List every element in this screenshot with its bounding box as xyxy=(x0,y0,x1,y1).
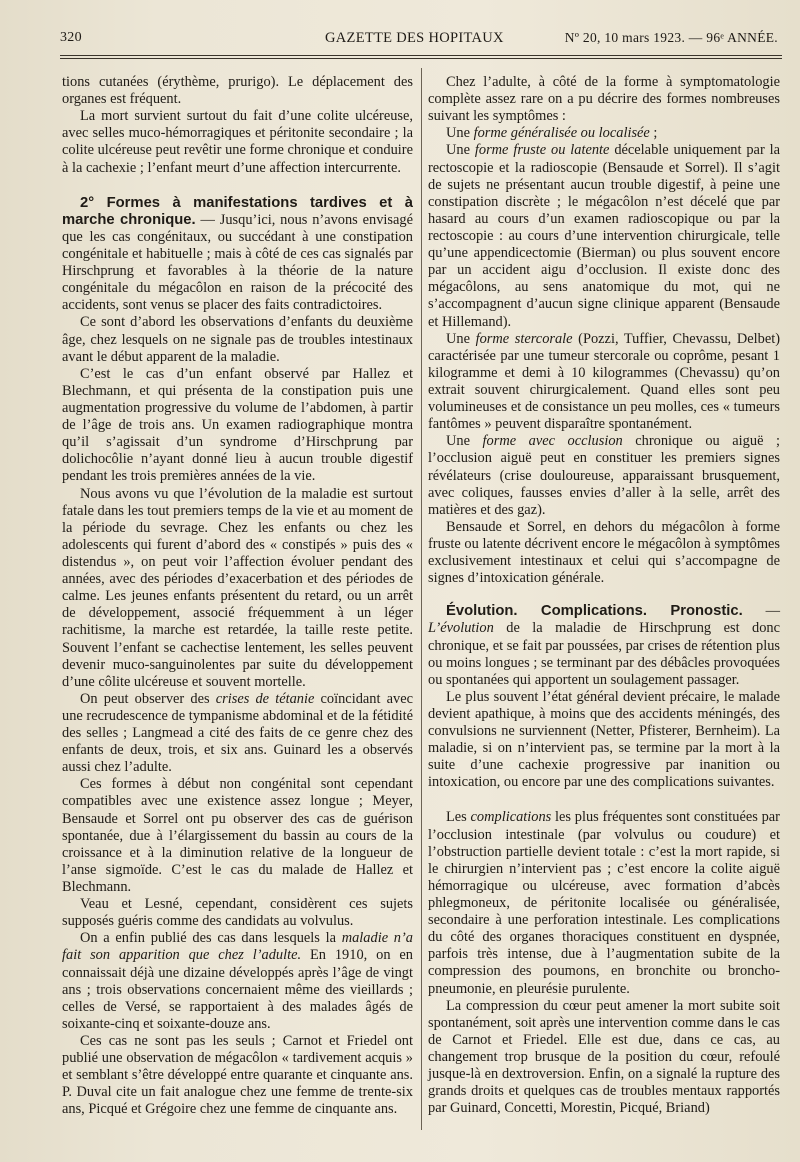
paragraph: Une forme généralisée ou localisée ; xyxy=(446,125,658,142)
paragraph: Ces cas ne sont pas les seuls ; Carnot et Friedel ont publié une observation de mégacôlon « tardivement acquis » et semblant s’être développé entre quarante et cinquante ans. P. Duval cite un fait analogue chez une femme de trente-six ans, Picqué et Grégoire chez une femme de cinquante ans. xyxy=(62,1033,413,1118)
header-rule-bottom xyxy=(60,58,782,59)
journal-title: GAZETTE DES HOPITAUX xyxy=(325,30,504,46)
paragraph: tions cutanées (érythème, prurigo). Le déplacement des organes est fréquent. xyxy=(62,74,413,108)
paragraph: Une forme stercorale (Pozzi, Tuffier, Chevassu, Delbet) caractérisée par une tumeur stercorale ou coprôme, pesant 1 kilogramme et demi à 10 kilogrammes (Chevassu) qu’on extrait souvent chirurgicalement. Quand elles sont peu volumineuses et de consistance un peu molles, ces « tumeurs fantômes » peuvent disparaître spontanément. xyxy=(428,330,780,433)
paragraph: Veau et Lesné, cependant, considèrent ces sujets supposés guéris comme des candidats au volvulus. xyxy=(62,896,413,930)
paragraph: Nous avons vu que l’évolution de la maladie est surtout fatale dans les tout premiers temps de la vie et au moment de la période du sevrage. Chez les enfants ou chez les adolescents qui furent d’abord des « constipés » puis des « distendus », on peut voir l’affection évoluer pendant des années, avec des périodes d’exacerbation et des périodes de calme. Les jeunes enfants présentent du retard, ou un arrêt de développement, associé fréquemment à un léger rachitisme, la marche est retardée, la taille reste petite. Souvent l’enfant se cachectise lentement, les selles peuvent devenir muco-sanguinolentes par suite du développement d’une côlite ulcéreuse et souvent mortelle. xyxy=(62,485,413,690)
paragraph: Le plus souvent l’état général devient précaire, le malade devient apathique, à moins que des accidents méningés, des convulsions ne surviennent (Netter, Pfisterer, Bernheim). La maladie, si on n’intervient pas, se termine par la mort à la suite d’une cachexie progressive par inanition ou intoxication, ou encore par une des complications suivantes. xyxy=(428,688,780,791)
column-divider xyxy=(421,68,422,1130)
section-heading: Évolution. Complications. Pronostic. xyxy=(446,603,743,620)
paragraph: Bensaude et Sorrel, en dehors du mégacôlon à forme fruste ou latente décrivent encore le mégacôlon à symptômes exclusivement intestinaux et celui qui s’accompagne de signes d’intoxication générale. xyxy=(428,518,780,587)
paragraph: Une forme avec occlusion chronique ou aiguë ; l’occlusion aiguë peut en constituer les premiers signes révélateurs (crise douloureuse, apparaissant brusquement, avec coliques, fausses envies d’aller à la selle, arrêt des matières et des gaz). xyxy=(428,433,781,518)
paragraph: C’est le cas d’un enfant observé par Hallez et Blechmann, et qui présenta de la constipation puis une augmentation progressive du volume de l’abdomen, à partir de l’âge de trois ans. Un examen radiographique montra qu’il s’agissait d’un syndrome d’Hirschprung par dolichocôlie n’ayant donné lieu à aucun trouble digestif pendant les trois premières années de la vie. xyxy=(62,365,413,485)
header-rule-top xyxy=(60,55,782,56)
paragraph: Ce sont d’abord les observations d’enfants du deuxième âge, chez lesquels on ne signale pas de troubles intestinaux avant le début apparent de la maladie. xyxy=(62,314,413,365)
paragraph: La mort survient surtout du fait d’une colite ulcéreuse, avec selles muco-hémorragiques et péritonite secondaire ; la colite ulcéreuse peut revêtir une forme chronique et conduire à la cachexie ; l’enfant meurt d’une affection intercurrente. xyxy=(62,108,413,176)
paragraph: Les complications les plus fréquentes sont constituées par l’occlusion intestinale (par volvulus ou coudure) et l’obstruction partielle devient totale : c’est la mort rapide, si le chirurgien n’intervient pas ; c’est encore la colite aiguë hémorragique ou ulcéreuse, avec formation d’abcès phlegmoneux, de péritonite localisée ou généralisée, secondaire à une perforation intestinale. Les complications du côté des organes thoraciques constituent en dyspnée, parfois très intense, due à l’augmentation subite de la compression des poumons, en bronchite ou broncho-pneumonie, en pleurésie purulente. xyxy=(428,809,780,997)
section-paragraph: 2° Formes à manifestations tardives et à marche chronique. — Jusqu’ici, nous n’avons envisagé que les cas congénitaux, ou succédant à une constipation congénitale et habituelle ; mais à côté de ces cas signalés par Hirschprung et favorables à la théorie de la nature congénitale du mégacôlon en raison de la précocité des accidents, sont venus se placer des faits contradictoires. xyxy=(62,194,413,314)
paragraph: On a enfin publié des cas dans lesquels la maladie n’a fait son apparition que chez l’adulte. En 1910, on en connaissait déjà une dizaine développés après l’âge de vingt ans ; trois observations concernaient même des vieillards ; celles de Versé, se rapportaient à des malades âgés de soixante-cinq et soixante-douze ans. xyxy=(62,930,413,1032)
paragraph: On peut observer des crises de tétanie coïncidant avec une recrudescence de tympanisme abdominal et de la fétidité des selles ; Langmead a cité des faits de ce genre chez des enfants de deux, trois, et six ans. Guinard les a observés aussi chez l’adulte. xyxy=(62,690,413,776)
page-number: 320 xyxy=(60,30,82,45)
paragraph: Chez l’adulte, à côté de la forme à symptomatologie complète assez rare on a pu décrire des formes nombreuses suivant les symptômes : xyxy=(428,74,780,125)
left-column xyxy=(62,74,413,1119)
page-header xyxy=(60,30,778,52)
paragraph: La compression du cœur peut amener la mort subite soit spontanément, soit après une intervention comme dans le cas de Carnot et Friedel. Elle est due, dans ce cas, au changement trop brusque de la position du cœur, refoulé jusque-là en dextroversion. Enfin, on a signalé la rupture des grands droits et quelques cas de troubles mentaux rapportés par Guinard, Concetti, Morestin, Picqué, Briand) xyxy=(428,997,780,1117)
section-paragraph: Évolution. Complications. Pronostic. — L’évolution de la maladie de Hirschprung est donc chronique, et se fait par poussées, par crises de rétention plus ou moins longues ; se terminant par des débâcles provoquées ou spontanées qui apportent un soulagement passager. xyxy=(428,603,780,688)
section-heading: 2° Formes à manifestations tardives et à marche chronique. xyxy=(62,194,413,228)
paragraph: Une forme fruste ou latente décelable uniquement par la rectoscopie et la radioscopie (Bensaude et Sorrel). Il s’agit de sujets ne présentant aucun trouble digestif, à peine une constipation discrète ; le mégacôlon n’est décelé que par hasard au cours d’un examen radioscopique ou par la rectoscopie : au cours d’une intervention chirurgicale, telle qu’une appendicectomie (Bierman) ou plus souvent encore par un accident aigu d’occlusion. Il existe donc des mégacôlons, au sens anatomique du mot, qui ne s’accompagnent d’aucun signe clinique apparent (Bensaude et Hillemand). xyxy=(428,142,781,330)
paragraph: Ces formes à début non congénital sont cependant compatibles avec une existence assez longue ; Meyer, Bensaude et Sorrel ont pu observer des cas de guérison spontanée, due à l’élargissement du bassin au cours de la croissance et à la diminution relative de la longueur de l’anse sigmoïde. C’est le cas du malade de Hallez et Blechmann. xyxy=(62,776,413,896)
right-column xyxy=(428,74,780,1117)
issue-info: Nº 20, 10 mars 1923. — 96ᵉ ANNÉE. xyxy=(564,30,778,45)
